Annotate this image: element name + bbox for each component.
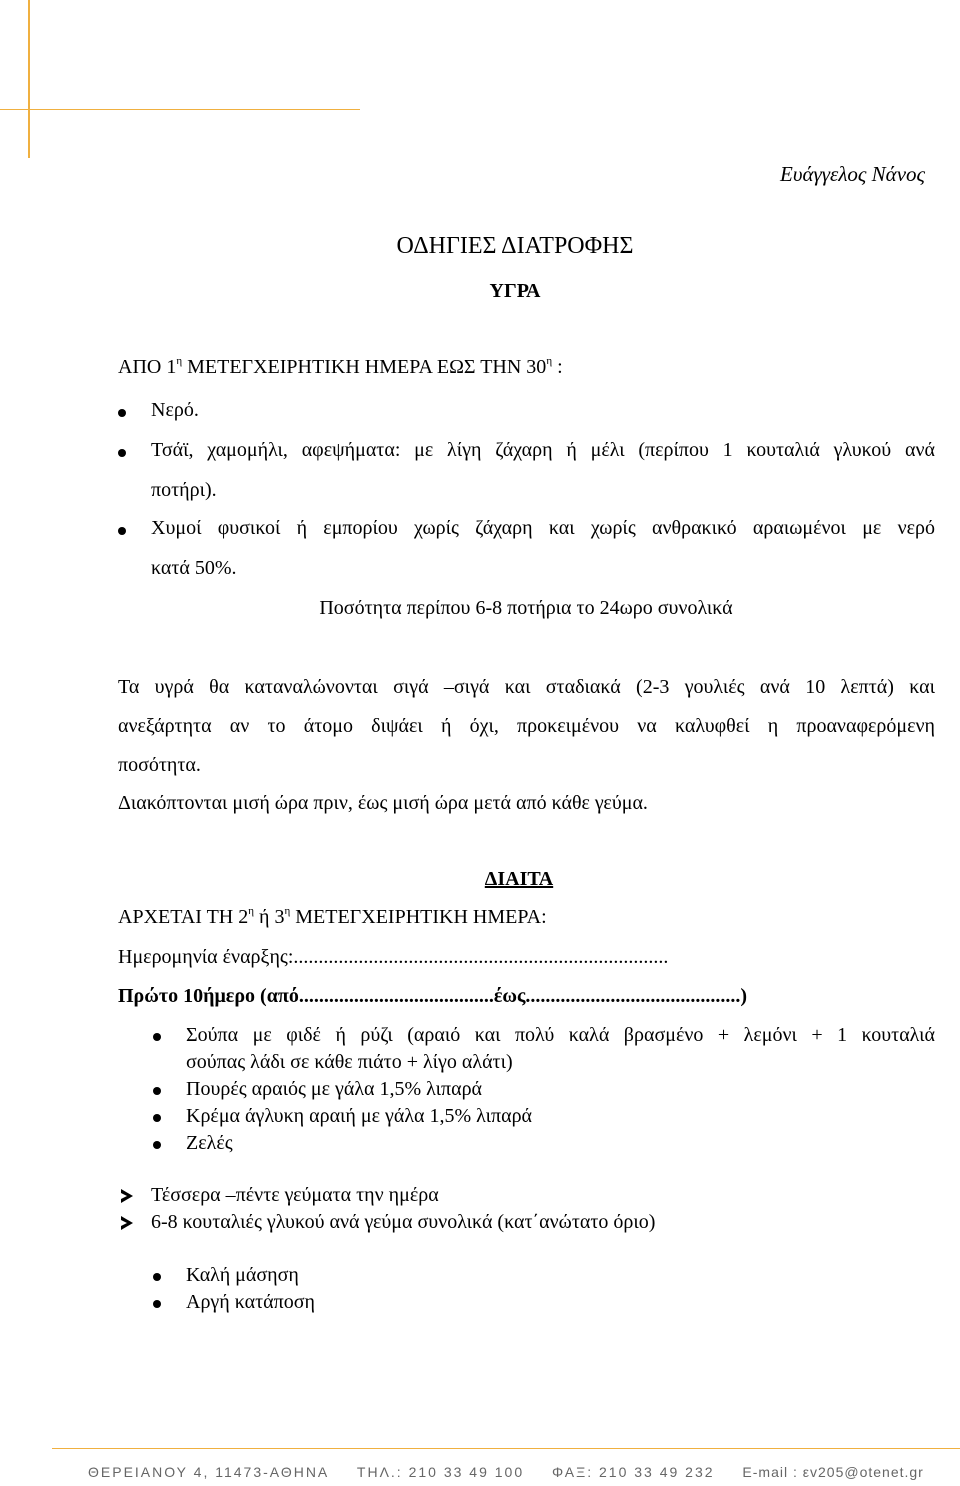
bullet-icon <box>118 449 126 457</box>
list-item: Ζελές <box>186 1132 233 1154</box>
tip-item: Καλή μάσηση <box>186 1264 299 1286</box>
arrow-bullet-icon <box>121 1189 133 1203</box>
paragraph-line: ανεξάρτητα αν το άτομο διψάει ή όχι, προκειμένου να καλυφθεί η προαναφερόμενη <box>118 715 935 737</box>
corner-vertical-line <box>28 0 30 158</box>
list-item: Νερό. <box>151 399 199 421</box>
bullet-icon <box>153 1087 161 1095</box>
arrow-bullet-icon <box>121 1216 133 1230</box>
footer-contact <box>88 1464 924 1480</box>
tip-item: Αργή κατάποση <box>186 1291 315 1313</box>
list-item: Κρέμα άγλυκη αραιή με γάλα 1,5% λιπαρά <box>186 1105 533 1127</box>
quantity-note: Ποσότητα περίπου 6-8 ποτήρια το 24ωρο συνολικά <box>319 597 733 619</box>
footer-fax: ΦΑΞ: 210 33 49 232 <box>552 1464 715 1480</box>
footer-divider <box>52 1448 960 1449</box>
pause-note: Διακόπτονται μισή ώρα πριν, έως μισή ώρα μετά από κάθε γεύμα. <box>118 792 648 814</box>
diet-start: ΑΡΧΕΤΑΙ ΤΗ $2^\eta$ ή $3^\eta$ ΜΕΤΕΓΧΕΙΡΗΤΙΚΗ ΗΜΕΡΑ: <box>118 905 547 928</box>
list-item: Χυμοί φυσικοί ή εμπορίου χωρίς ζάχαρη και χωρίς ανθρακικό αραιωμένοι με νερό <box>151 517 935 539</box>
bullet-icon <box>153 1114 161 1122</box>
corner-horizontal-line <box>0 109 360 110</box>
paragraph-line: Τα υγρά θα καταναλώνονται σιγά –σιγά και σταδιακά (2-3 γουλιές ανά 10 λεπτά) και <box>118 676 935 698</box>
bullet-icon <box>153 1273 161 1281</box>
footer-address: ΘΕΡΕΙΑΝΟΥ 4, 11473-ΑΘΗΝΑ <box>88 1464 330 1480</box>
start-date-field: Ημερομηνία έναρξης:........................................................................... <box>118 946 669 968</box>
rule-item: 6-8 κουταλιές γλυκού ανά γεύμα συνολικά (κατ΄ανώτατο όριο) <box>151 1211 656 1233</box>
section-title-liquids: ΥΓΡΑ <box>489 280 541 302</box>
bullet-icon <box>118 409 126 417</box>
first-period-field: Πρώτο 10ήμερο (από.......................................έως...........................................) <box>118 985 748 1007</box>
bullet-icon <box>153 1300 161 1308</box>
list-item: Πουρές αραιός με γάλα 1,5% λιπαρά <box>186 1078 483 1100</box>
list-item-continuation: κατά 50%. <box>151 557 237 579</box>
author-name: Ευάγγελος Νάνος <box>780 162 926 186</box>
list-item-continuation: σούπας λάδι σε κάθε πιάτο + λίγο αλάτι) <box>186 1051 513 1073</box>
list-item: Τσάϊ, χαμομήλι, αφεψήματα: με λίγη ζάχαρη ή μέλι (περίπου 1 κουταλιά γλυκού ανά <box>151 439 935 461</box>
list-item: Σούπα με φιδέ ή ρύζι (αραιό και πολύ καλά βρασμένο + λεμόνι + 1 κουταλιά <box>186 1024 935 1046</box>
footer-phone: ΤΗΛ.: 210 33 49 100 <box>356 1464 525 1480</box>
paragraph-line: ποσότητα. <box>118 754 201 776</box>
bullet-icon <box>153 1033 161 1041</box>
section-title-diet: ΔΙΑΙΤΑ <box>484 868 554 890</box>
bullet-icon <box>153 1141 161 1149</box>
document-title: ΟΔΗΓΙΕΣ ΔΙΑΤΡΟΦΗΣ <box>396 233 634 259</box>
footer-email: E-mail : εv205@otenet.gr <box>742 1464 924 1480</box>
bullet-icon <box>118 527 126 535</box>
liquids-period: ΑΠΟ $1^\eta$ ΜΕΤΕΓΧΕΙΡΗΤΙΚΗ ΗΜΕΡΑ ΕΩΣ ΤΗΝ $30^\eta$ : <box>118 355 563 378</box>
rule-item: Τέσσερα –πέντε γεύματα την ημέρα <box>151 1184 439 1206</box>
list-item-continuation: ποτήρι). <box>151 479 217 501</box>
